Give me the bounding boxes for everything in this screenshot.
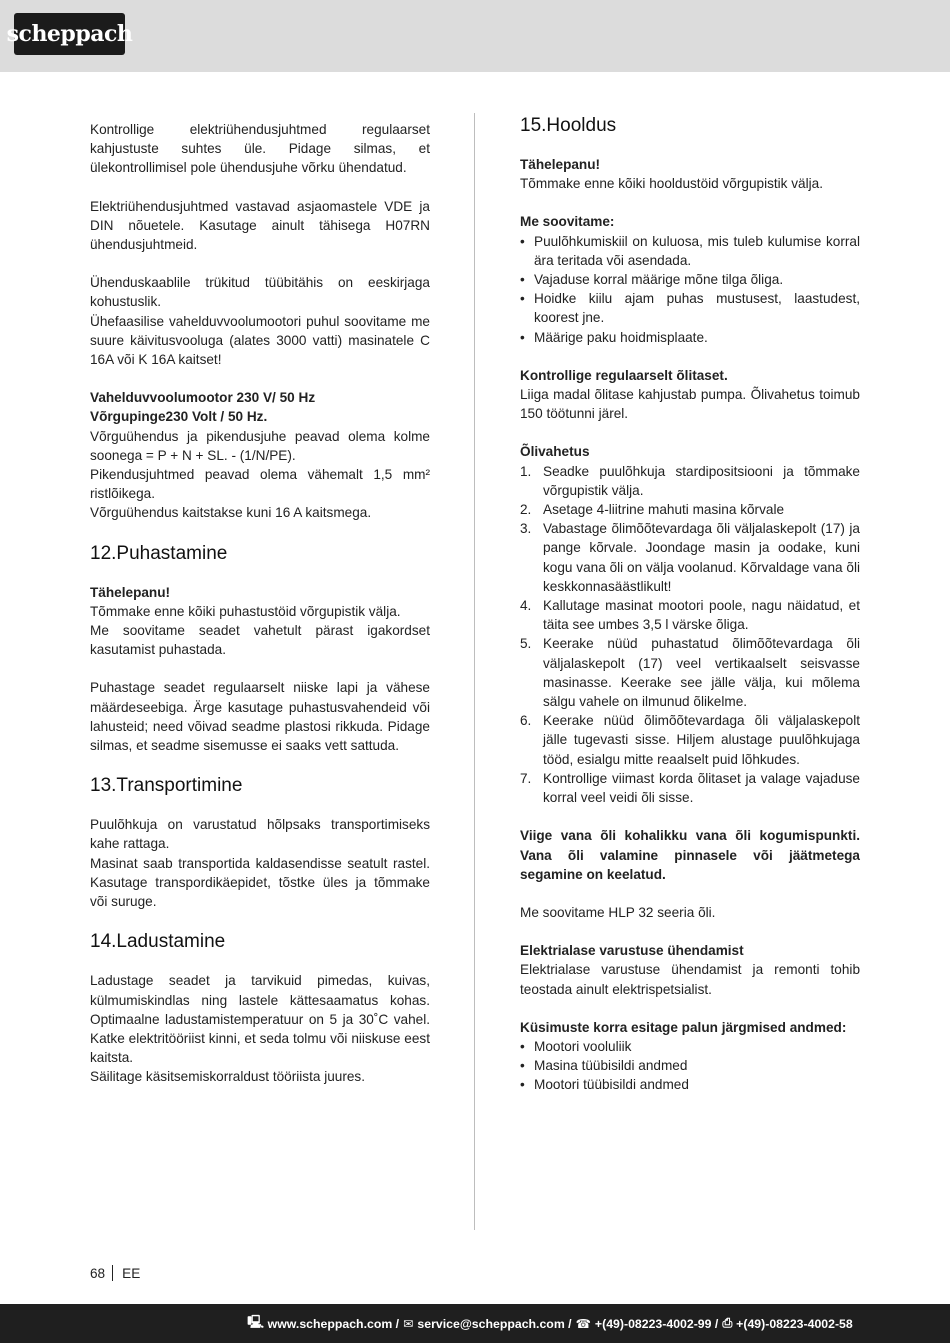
section-heading-14 [90,930,430,954]
paragraph: Säilitage käsitsemiskorraldust tööriista juures. [90,1069,366,1085]
list-item [520,289,860,327]
list-item [520,519,860,596]
paragraph: Võrguühendus ja pikendusjuhe peavad olema kolme soonega = P + N + SL. - (1/N/PE). [90,428,430,463]
bullet-icon: • [520,1038,525,1054]
section-number: 15. [520,115,547,136]
fax-number: +(49)-08223-4002-58 [736,1316,853,1331]
paragraph: Tõmmake enne kõiki puhastustöid võrgupistik välja. [90,603,401,619]
section-heading-13 [90,774,430,798]
list-item-text: Vabastage õlimõõtevardaga õli väljalaskepolt (17) ja pange kõrvale. Joondage masin ja oodake, kuni kogu vana õli on välja voolanud. Kõrvaldage vana õli keskkonnasäästlikult! [543,521,860,594]
list-item-text: Puulõhkumiskiil on kuluosa, mis tuleb kulumise korral ära teritada või asendada. [534,233,860,268]
bullet-icon: • [520,329,525,345]
list-item [520,270,860,289]
list-item [520,232,860,270]
email-link[interactable]: service@scheppach.com / [417,1316,572,1331]
page-footer [90,1265,140,1281]
paragraph: Me soovitame HLP 32 seeria õli. [520,904,716,920]
oil-check-title: Kontrollige regulaarselt õlitaset. [520,367,728,383]
paragraph: Pikendusjuhtmed peavad olema vähemalt 1,5 mm² ristlõikega. [90,467,430,502]
list-item-text: Hoidke kiilu ajam puhas mustusest, laastudest, koorest jne. [534,291,860,326]
bullet-icon: • [520,233,525,249]
list-item-text: Mootori vooluliik [534,1038,632,1054]
list-item [520,1056,860,1075]
right-column [520,114,860,1114]
header-bar [0,0,950,72]
list-item-text: Kallutage masinat mootori poole, nagu näidatud, et täita see umbes 3,5 l värske õliga. [543,598,860,633]
list-item [520,462,860,500]
electrical-title: Elektrialase varustuse ühendamist [520,943,744,959]
bullet-icon: • [520,1058,525,1074]
paragraph: Puhastage seadet regulaarselt niiske lapi ja vähese määrdeseebiga. Ärge kasutage puhastusvahendeid või lahusteid; need võivad seadme plastosi rikkuda. Pidage silmas, et seadme sisemusse ei saaks vett sattuda. [90,680,430,754]
list-item-text: Seadke puulõhkuja stardipositsiooni ja tõmmake võrgupistik välja. [543,463,860,498]
step-number: 2. [520,502,532,518]
language-code: EE [122,1265,141,1281]
list-item [520,596,860,634]
section-title: Ladustamine [116,931,226,953]
paragraph: Võrguühendus kaitstakse kuni 16 A kaitsmega. [90,505,372,521]
left-column [90,120,430,1106]
step-number: 4. [520,598,532,614]
oil-change-title: Õlivahetus [520,444,590,460]
oil-change-steps [520,462,860,808]
section-title: Puhastamine [116,542,228,564]
fax-icon: ⎙ [722,1316,733,1330]
bold-line: Võrgupinge230 Volt / 50 Hz. [90,409,268,425]
paragraph: Elektriühendusjuhtmed vastavad asjaomastele VDE ja DIN nõuetele. Kasutage ainult tähisega H07RN ühendusjuhtmeid. [90,198,430,253]
paragraph: Elektrialase varustuse ühendamist ja remonti tohib teostada ainult elektrispetsialist. [520,962,860,997]
website-link[interactable]: www.scheppach.com / [267,1316,400,1331]
section-number: 14. [90,931,117,953]
section-heading-12 [90,542,430,566]
list-item-text: Vajaduse korral määrige mõne tilga õliga. [534,272,784,288]
paragraph: Tõmmake enne kõiki hooldustöid võrgupistik välja. [520,176,823,192]
phone-icon: ☎ [575,1316,591,1331]
step-number: 6. [520,713,532,729]
bullet-icon: • [520,1077,525,1093]
list-item [520,711,860,769]
recommend-title: Me soovitame: [520,214,615,230]
mail-icon: ✉ [403,1316,414,1331]
list-item-text: Kontrollige viimast korda õlitaset ja valage vajaduse korral veel veidi õli sisse. [543,770,860,806]
list-item-text: Mootori tüübisildi andmed [534,1077,689,1093]
paragraph: Masinat saab transportida kaldasendisse seatult rastel. Kasutage transpordikäepidet, tõstke üles ja tõmmake või suruge. [90,855,430,910]
contact-bar [0,1304,950,1343]
questions-list [520,1037,860,1095]
list-item [520,328,860,347]
list-item-text: Masina tüübisildi andmed [534,1058,688,1074]
step-number: 3. [520,521,532,537]
oil-disposal-warning: Viige vana õli kohalikku vana õli kogumispunkti. Vana õli valamine pinnasele või jäätmetega segamine on keelatud. [520,828,860,882]
list-item [520,1037,860,1056]
section-number: 13. [90,775,117,797]
questions-title: Küsimuste korra esitage palun järgmised andmed: [520,1019,847,1035]
phone-number: +(49)-08223-4002-99 / [594,1316,719,1331]
warning-label: Tähelepanu! [90,584,171,600]
list-item-text: Keerake nüüd õlimõõtevardaga õli väljalaskepolt jälle tugevasti sisse. Hiljem alustage puulõhkujaga tööd, esialgu mitte reaalselt puid lõhkudes. [543,713,860,767]
paragraph: Liiga madal õlitase kahjustab pumpa. Õlivahetus toimub 150 töötunni järel. [520,387,860,422]
warning-label: Tähelepanu! [520,157,601,172]
bullet-icon: • [520,272,525,288]
computer-icon: 🖳 [247,1315,264,1329]
list-item-text: Keerake nüüd puhastatud õlimõõtevardaga õli väljalaskepolt (17) veel vertikaalselt seisvasse masinasse. Keerake see jälle välja, kui mõlema sälgu vahele on ilmunud õlikelme. [543,636,860,710]
page-number: 68 [90,1265,106,1281]
section-heading-15 [520,114,860,138]
step-number: 5. [520,636,532,652]
list-item-text: Asetage 4-liitrine mahuti masina kõrvale [543,502,785,518]
paragraph: Ladustage seadet ja tarvikuid pimedas, kuivas, külmumiskindlas ning lastele kättesaamatus kohas. Optimaalne ladustamistemperatuur on 5 ja 30˚C vahel. Katke elektritööriist kinni, et seda tolmu või niiskuse eest kaitsta. [90,973,430,1066]
section-title: Transportimine [116,775,243,797]
section-number: 12. [90,542,117,564]
bold-line: Vahelduvvoolumootor 230 V/ 50 Hz [90,390,316,406]
list-item [520,500,860,519]
paragraph: Kontrollige elektriühendusjuhtmed regulaarset kahjustuste suhtes üle. Pidage silmas, et ülekontrollimisel pole ühendusjuhe võrku ühendatud. [90,122,430,176]
section-title: Hooldus [546,115,617,136]
paragraph: Ühefaasilise vahelduvvoolumootori puhul soovitame me suure käivitusvooluga (alates 3000 vatti) masinatele C 16A või K 16A kaitset! [90,313,430,368]
paragraph: Me soovitame seadet vahetult pärast igakordset kasutamist puhastada. [90,623,430,658]
scheppach-logo: scheppach [14,13,125,55]
step-number: 7. [520,770,532,786]
list-item [520,634,860,711]
footer-separator [112,1265,113,1281]
column-divider [474,113,475,1230]
paragraph: Ühenduskaablile trükitud tüübitähis on eeskirjaga kohustuslik. [90,275,430,310]
list-item [520,1075,860,1094]
step-number: 1. [520,463,532,479]
list-item-text: Määrige paku hoidmisplaate. [534,329,708,345]
bullet-icon: • [520,291,525,307]
list-item [520,769,860,807]
paragraph: Puulõhkuja on varustatud hõlpsaks transportimiseks kahe rattaga. [90,817,430,852]
recommend-list [520,232,860,347]
